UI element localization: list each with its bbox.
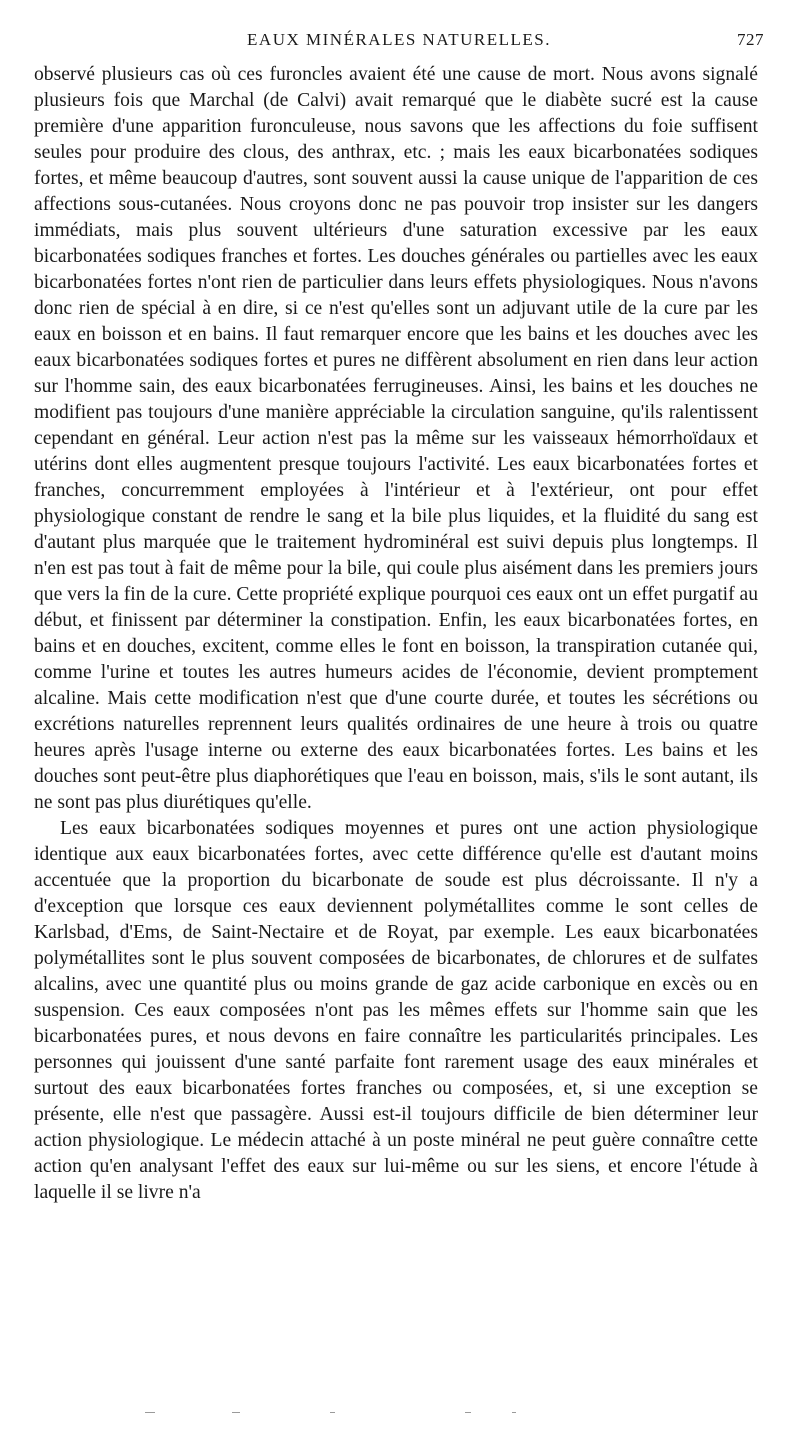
paragraph-2: Les eaux bicarbonatées sodiques moyennes et pures ont une action physiologique identique aux eaux bicarbonatées fortes, avec cette différence qu'elle est d'autant moins accentuée que la proportion du bicarbonate de soude est plus décroissante. Il n'y a d'exception que lorsque ces eaux deviennent polymétallites comme le sont celles de Karlsbad, d'Ems, de Saint-Nectaire et de Royat, par exemple. Les eaux bicarbonatées polymétallites sont le plus souvent composées de bicarbonates, de chlorures et de sulfates alcalins, avec une quantité plus ou moins grande de gaz acide carbonique en excès ou en suspension. Ces eaux composées n'ont pas les mêmes effets sur l'homme sain que les bicarbonatées pures, et nous devons en faire connaître les particularités principales. Les personnes qui jouissent d'une santé parfaite font rarement usage des eaux minérales et surtout des eaux bicarbonatées fortes franches ou composées, et, si une exception se présente, elle n'est que passagère. Aussi est-il toujours difficile de bien déterminer leur action physiologique. Le médecin attaché à un poste minéral ne peut guère connaître cette action qu'en analysant l'effet des eaux sur lui-même ou sur les siens, et encore l'étude à laquelle il se livre n'a — [34, 818, 758, 1203]
bottom-scan-marks — [0, 1408, 800, 1418]
running-title: EAUX MINÉRALES NATURELLES. — [247, 30, 551, 49]
scan-mark — [232, 1412, 240, 1413]
scan-mark — [330, 1412, 335, 1413]
page-number: 727 — [737, 30, 764, 49]
scan-mark — [512, 1412, 516, 1413]
paragraph-1: observé plusieurs cas où ces furoncles avaient été une cause de mort. Nous avons signalé plusieurs fois que Marchal (de Calvi) avait remarqué que le diabète sucré est la cause première d'une apparition furonculeuse, nous savons que les affections du foie suffisent seules pour produire des clous, des anthrax, etc. ; mais les eaux bicarbonatées sodiques fortes, et même beaucoup d'autres, sont souvent aussi la cause unique de l'apparition de ces affections sous-cutanées. Nous croyons donc ne pas pouvoir trop insister sur les dangers immédiats, mais plus souvent ultérieurs d'une saturation excessive par les eaux bicarbonatées sodiques franches et fortes. Les douches générales ou partielles avec les eaux bicarbonatées fortes n'ont rien de particulier dans leurs effets physiologiques. Nous n'avons donc rien de spécial à en dire, si ce n'est qu'elles sont un adjuvant utile de la cure par les eaux en boisson et en bains. Il faut remarquer encore que les bains et les douches avec les eaux bicarbonatées sodiques fortes et pures ne diffèrent absolument en rien dans leur action sur l'homme sain, des eaux bicarbonatées ferrugineuses. Ainsi, les bains et les douches ne modifient pas toujours d'une manière appréciable la circulation sanguine, qu'ils ralentissent cependant en général. Leur action n'est pas la même sur les vaisseaux hémorrhoïdaux et utérins dont elles augmentent presque toujours l'activité. Les eaux bicarbonatées fortes et franches, concurremment employées à l'intérieur et à l'extérieur, ont pour effet physiologique constant de rendre le sang et la bile plus liquides, et la fluidité du sang est d'autant plus marquée que le traitement hydrominéral est suivi depuis plus longtemps. Il n'en est pas tout à fait de même pour la bile, qui coule plus aisément dans les premiers jours que vers la fin de la cure. Cette propriété explique pourquoi ces eaux ont un effet purgatif au début, et finissent par déterminer la constipation. Enfin, les eaux bicarbonatées fortes, en bains et en douches, excitent, comme elles le font en boisson, la transpiration cutanée qui, comme l'urine et toutes les autres humeurs acides de l'économie, devient promptement alcaline. Mais cette modification n'est que d'une courte durée, et toutes les sécrétions ou excrétions naturelles reprennent leurs qualités ordinaires de une heure à trois ou quatre heures après l'usage interne ou externe des eaux bicarbonatées fortes. Les bains et les douches sont peut-être plus diaphorétiques que l'eau en boisson, mais, s'ils le sont autant, ils ne sont pas plus diurétiques qu'elle. — [34, 64, 758, 813]
scan-mark — [465, 1412, 471, 1413]
scan-mark — [145, 1412, 155, 1413]
running-header — [34, 30, 764, 56]
body-text — [34, 62, 758, 1206]
